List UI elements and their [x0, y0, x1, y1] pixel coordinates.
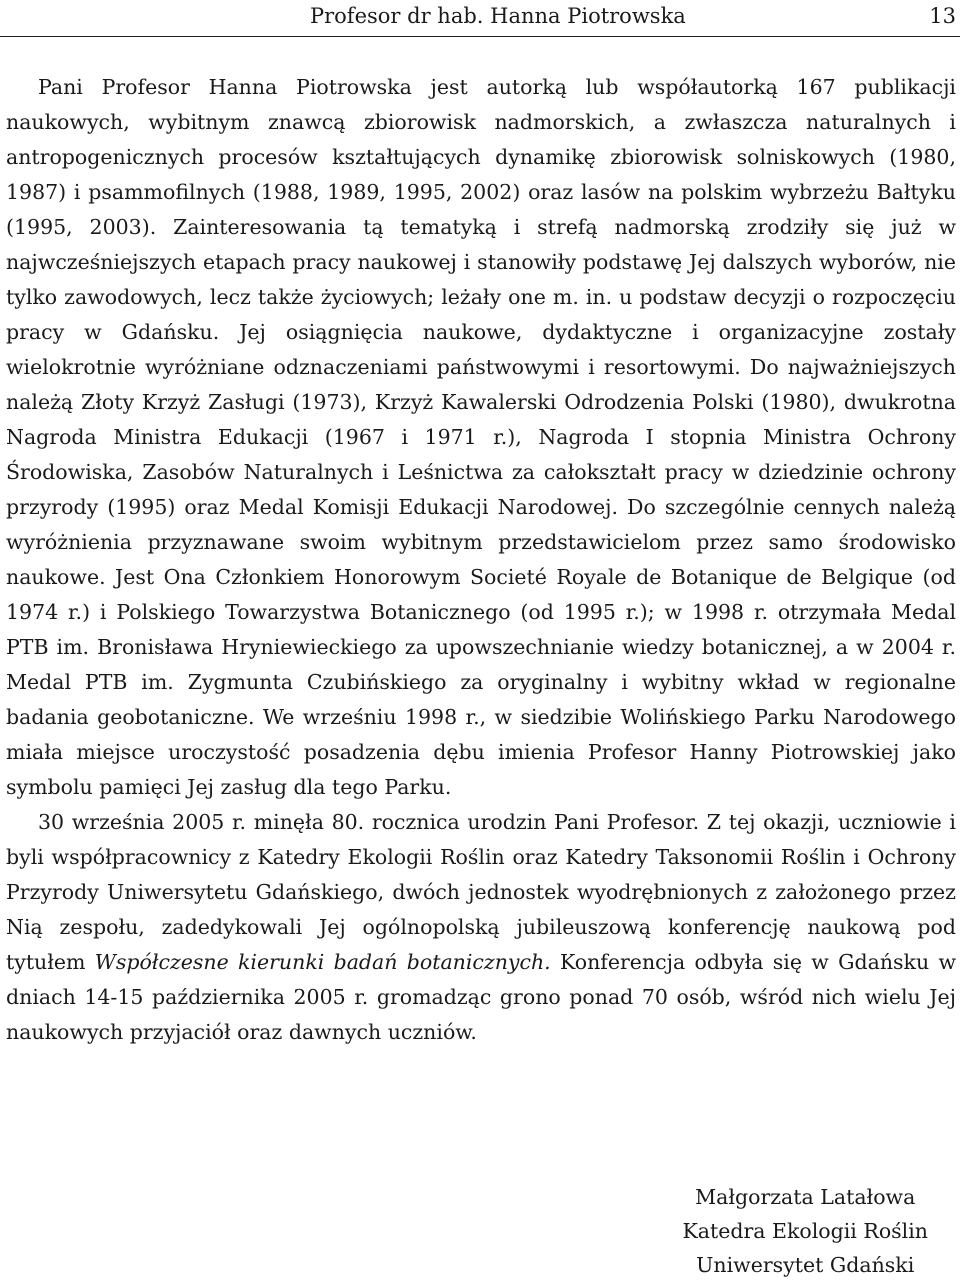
paragraph-anniversary	[6, 805, 956, 1050]
article-body	[6, 70, 956, 1050]
signature-university: Uniwersytet Gdański	[696, 1253, 915, 1277]
anniversary-text-start: 30 września 2005 r. minęła 80. rocznica urodzin Pani Profesor. Z tej okazji, uczniowie i byli współpracownicy z Katedry Ekologii Roślin oraz Katedry Taksonomii Roślin i Ochrony Przyrody Uniwersytetu Gdańskiego, dwóch jednostek wyodrębnionych z założonego przez Nią zespołu, zadedykowali Jej ogólnopolską jubileuszową konferencję naukową pod tytułem	[6, 810, 956, 974]
running-header-title: Profesor dr hab. Hanna Piotrowska	[310, 4, 686, 28]
anniversary-text-end: Konferencja odbyła się w Gdańsku w dniach 14-15 października 2005 r. gromadząc grono ponad 70 osób, wśród nich wielu Jej naukowych przyjaciół oraz dawnych uczniów.	[6, 950, 956, 1044]
signature-author: Małgorzata Latałowa	[695, 1185, 916, 1209]
conference-title: Współczesne kierunki badań botanicznych.	[94, 950, 551, 974]
paragraph-achievements: Pani Profesor Hanna Piotrowska jest autorką lub współautorką 167 publikacji naukowych, wybitnym znawcą zbiorowisk nadmorskich, a zwłaszcza naturalnych i antropogenicznych procesów kształtujących dynamikę zbiorowisk solniskowych (1980, 1987) i psammofilnych (1988, 1989, 1995, 2002) oraz lasów na polskim wybrzeżu Bałtyku (1995, 2003). Zainteresowania tą tematyką i strefą nadmorską zrodziły się już w najwcześniejszych etapach pracy naukowej i stanowiły podstawę Jej dalszych wyborów, nie tylko zawodowych, lecz także życiowych; leżały one m. in. u podstaw decyzji o rozpoczęciu pracy w Gdańsku. Jej osiągnięcia naukowe, dydaktyczne i organizacyjne zostały wielokrotnie wyróżniane odznaczeniami państwowymi i resortowymi. Do najważniejszych należą Złoty Krzyż Zasługi (1973), Krzyż Kawalerski Odrodzenia Polski (1980), dwukrotna Nagroda Ministra Edukacji (1967 i 1971 r.), Nagroda I stopnia Ministra Ochrony Środowiska, Zasobów Naturalnych i Leśnictwa za całokształt pracy w dziedzinie ochrony przyrody (1995) oraz Medal Komisji Edukacji Narodowej. Do szczególnie cennych należą wyróżnienia przyznawane swoim wybitnym przedstawicielom przez samo środowisko naukowe. Jest Ona Członkiem Honorowym Societé Royale de Botanique de Belgique (od 1974 r.) i Polskiego Towarzystwa Botanicznego (od 1995 r.); w 1998 r. otrzymała Medal PTB im. Bronisława Hryniewieckiego za upowszechnianie wiedzy botanicznej, a w 2004 r. Medal PTB im. Zygmunta Czubińskiego za oryginalny i wybitny wkład w regionalne badania geobotaniczne. We wrześniu 1998 r., w siedzibie Wolińskiego Parku Narodowego miała miejsce uroczystość posadzenia dębu imienia Profesor Hanny Piotrowskiej jako symbolu pamięci Jej zasług dla tego Parku.	[6, 75, 956, 799]
page-number: 13	[929, 4, 956, 28]
signature-department: Katedra Ekologii Roślin	[682, 1219, 928, 1243]
running-header	[0, 0, 960, 37]
signature-block	[682, 1180, 928, 1282]
